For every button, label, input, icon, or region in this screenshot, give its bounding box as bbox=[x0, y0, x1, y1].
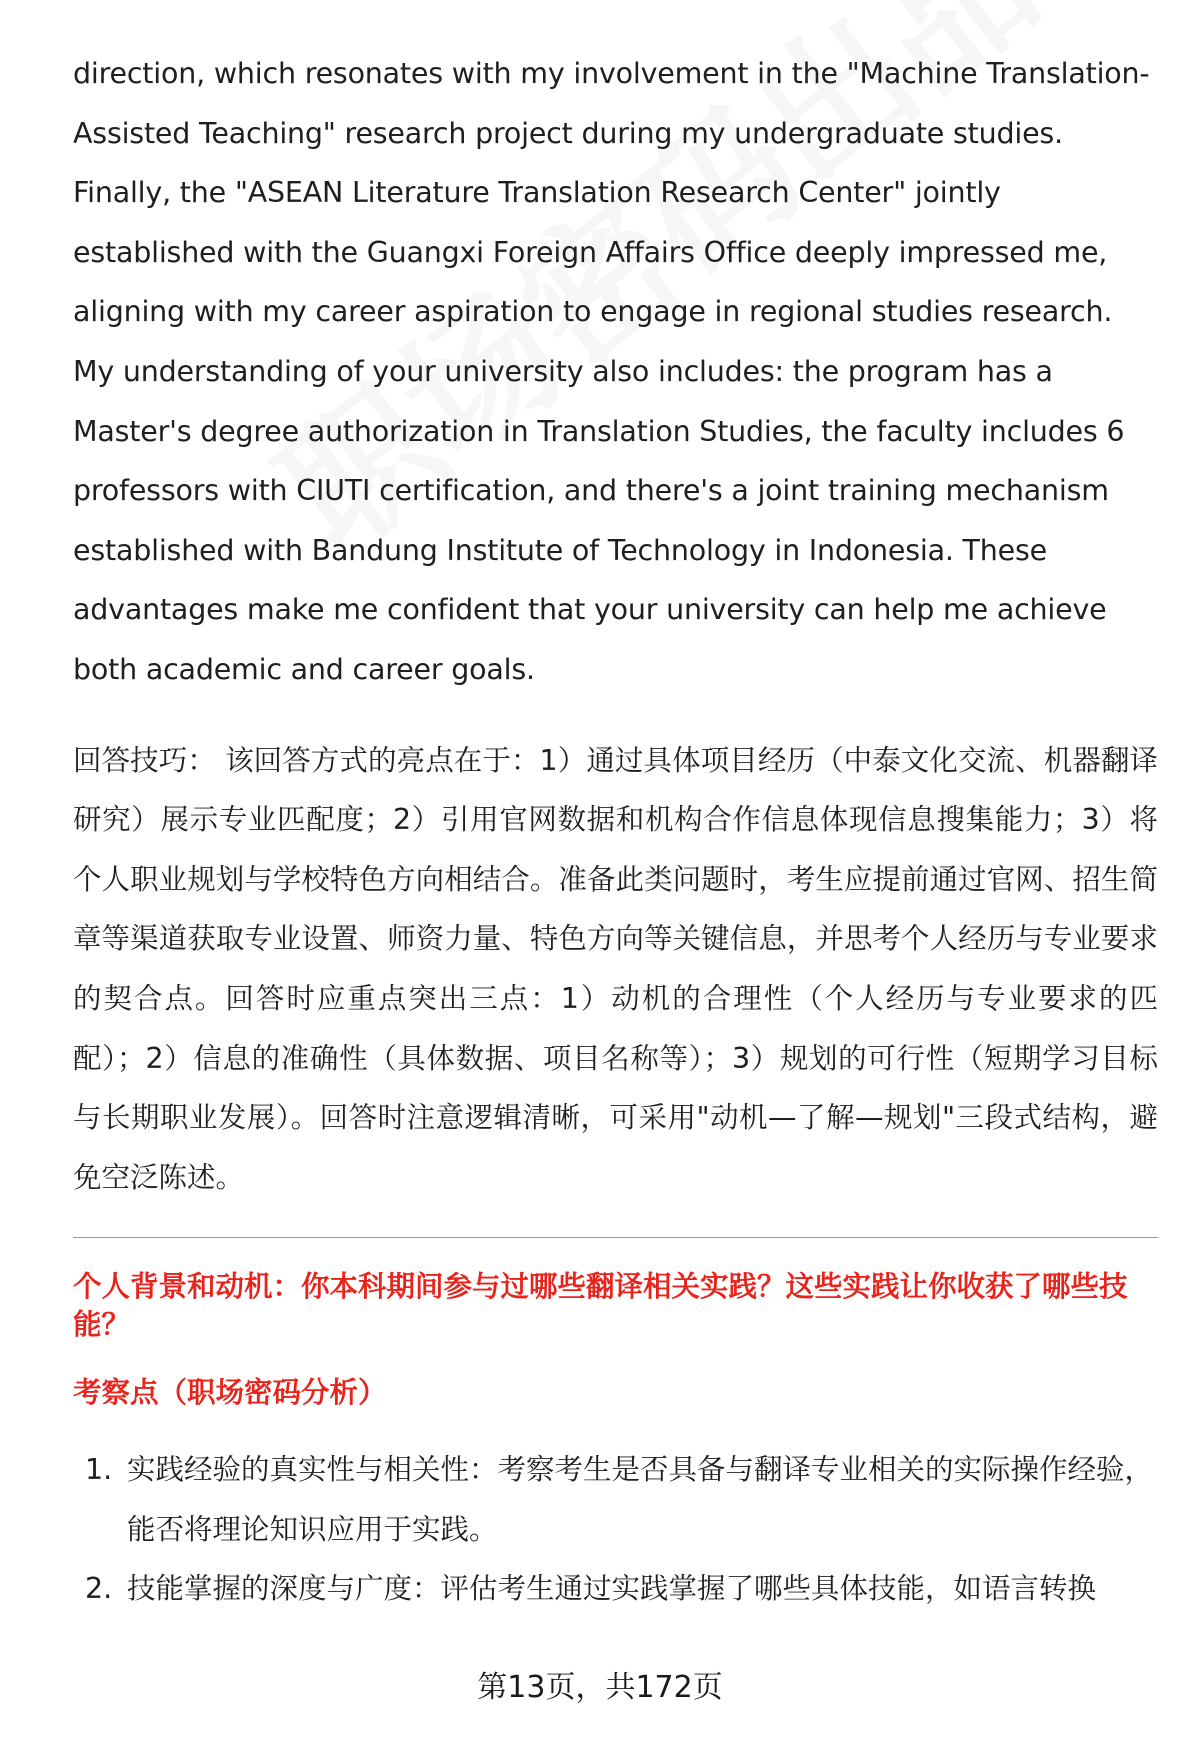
analysis-subheading: 考察点（职场密码分析） bbox=[73, 1376, 387, 1410]
list-item bbox=[73, 1559, 1158, 1619]
english-answer-paragraph: direction, which resonates with my involvement in the "Machine Translation-Assisted Teaching" research project during my undergraduate studies. Finally, the "ASEAN Literature Translation Research Center" jointly established with the Guangxi Foreign Affairs Office deeply impressed me, aligning with my career aspiration to engage in regional studies research. My understanding of your university also includes: the program has a Master's degree authorization in Translation Studies, the faculty includes 6 professors with CIUTI certification, and there's a joint training mechanism established with Bandung Institute of Technology in Indonesia. These advantages make me confident that your university can help me achieve both academic and career goals. bbox=[73, 57, 1150, 686]
document-page bbox=[73, 44, 1158, 1619]
section-divider bbox=[73, 1237, 1158, 1238]
question-heading: 个人背景和动机：你本科期间参与过哪些翻译相关实践？这些实践让你收获了哪些技能？ bbox=[73, 1270, 1128, 1342]
analysis-points-list bbox=[73, 1440, 1158, 1619]
list-item-number: 1. bbox=[85, 1453, 113, 1487]
list-item-text: 实践经验的真实性与相关性：考察考生是否具备与翻译专业相关的实际操作经验，能否将理论知识应用于实践。 bbox=[127, 1453, 1154, 1546]
list-item-number: 2. bbox=[85, 1572, 113, 1606]
list-item bbox=[73, 1440, 1158, 1559]
page-number-footer: 第13页，共172页 bbox=[477, 1670, 723, 1705]
list-item-text: 技能掌握的深度与广度：评估考生通过实践掌握了哪些具体技能，如语言转换 bbox=[127, 1572, 1097, 1606]
answer-tips-paragraph: 回答技巧： 该回答方式的亮点在于：1）通过具体项目经历（中泰文化交流、机器翻译研究）展示专业匹配度；2）引用官网数据和机构合作信息体现信息搜集能力；3）将个人职业规划与学校特色方向相结合。准备此类问题时，考生应提前通过官网、招生简章等渠道获取专业设置、师资力量、特色方向等关键信息，并思考个人经历与专业要求的契合点。回答时应重点突出三点：1）动机的合理性（个人经历与专业要求的匹配）；2）信息的准确性（具体数据、项目名称等）；3）规划的可行性（短期学习目标与长期职业发展）。回答时注意逻辑清晰，可采用"动机—了解—规划"三段式结构，避免空泛陈述。 bbox=[73, 743, 1158, 1194]
